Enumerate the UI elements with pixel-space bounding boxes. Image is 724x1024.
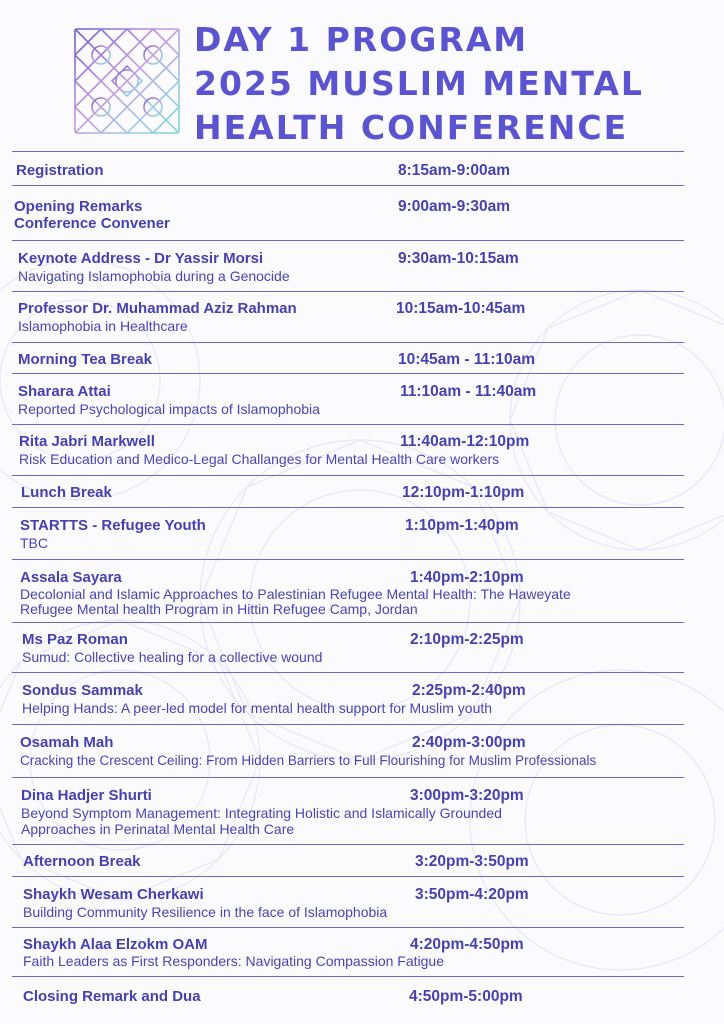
session-name: Closing Remark and Dua [23, 988, 201, 1005]
session-description-line2: Refugee Mental health Program in Hittin Refugee Camp, Jordan [20, 601, 418, 617]
session-time: 11:40am-12:10pm [400, 433, 530, 450]
session-time: 4:20pm-4:50pm [410, 936, 524, 953]
session-time: 1:40pm-2:10pm [410, 569, 524, 586]
session-description: Building Community Resilience in the face of Islamophobia [23, 904, 388, 920]
session-name: Lunch Break [21, 484, 112, 501]
session-description: Decolonial and Islamic Approaches to Palestinian Refugee Mental Health: The Haweyate [20, 586, 571, 602]
session-name: Afternoon Break [23, 853, 141, 870]
session-name: Keynote Address - Dr Yassir Morsi [18, 250, 264, 267]
schedule-list [12, 151, 684, 1013]
title-line: HEALTH CONFERENCE [194, 108, 629, 147]
schedule-row [12, 152, 684, 186]
session-name: Opening Remarks [14, 198, 143, 215]
page-title [194, 18, 644, 150]
session-time: 9:00am-9:30am [398, 198, 511, 215]
schedule-row [12, 292, 684, 343]
session-description: TBC [20, 535, 48, 551]
session-name: Osamah Mah [20, 734, 114, 751]
schedule-row [12, 778, 684, 845]
session-name: Rita Jabri Markwell [19, 433, 155, 450]
session-time: 4:50pm-5:00pm [409, 988, 523, 1005]
session-time: 9:30am-10:15am [398, 250, 519, 267]
session-description: Beyond Symptom Management: Integrating Holistic and Islamically Grounded [21, 805, 502, 821]
session-description: Risk Education and Medico-Legal Challanges for Mental Health Care workers [19, 451, 500, 467]
session-name: Shaykh Wesam Cherkawi [23, 886, 204, 903]
schedule-row [12, 877, 684, 928]
schedule-row [12, 241, 684, 292]
session-time: 10:15am-10:45am [396, 300, 526, 317]
schedule-row [12, 374, 684, 425]
session-name-line2: Conference Convener [14, 215, 170, 232]
session-time: 2:10pm-2:25pm [410, 631, 524, 648]
geometric-pattern-logo [72, 26, 182, 136]
session-name: Shaykh Alaa Elzokm OAM [23, 936, 208, 953]
schedule-row [12, 977, 684, 1013]
schedule-row [12, 725, 684, 778]
schedule-row [12, 928, 684, 977]
session-name: Sharara Attai [18, 383, 111, 400]
session-name: Registration [16, 162, 104, 179]
session-time: 12:10pm-1:10pm [402, 484, 525, 501]
session-time: 3:20pm-3:50pm [415, 853, 529, 870]
schedule-row [12, 508, 684, 560]
schedule-row [12, 425, 684, 476]
session-time: 3:00pm-3:20pm [410, 787, 524, 804]
session-time: 1:10pm-1:40pm [405, 517, 519, 534]
session-time: 2:40pm-3:00pm [412, 734, 526, 751]
session-description: Islamophobia in Healthcare [18, 318, 188, 334]
session-name: Assala Sayara [20, 569, 122, 586]
session-time: 8:15am-9:00am [398, 162, 511, 179]
schedule-row [12, 673, 684, 725]
session-time: 3:50pm-4:20pm [415, 886, 529, 903]
session-name: Morning Tea Break [18, 351, 152, 368]
session-description: Navigating Islamophobia during a Genocide [18, 268, 290, 284]
header [0, 0, 724, 150]
title-line: 2025 MUSLIM MENTAL [194, 64, 644, 103]
schedule-row [12, 845, 684, 877]
session-name: Dina Hadjer Shurti [21, 787, 152, 804]
schedule-row [12, 476, 684, 508]
session-name: Professor Dr. Muhammad Aziz Rahman [18, 300, 297, 317]
title-line: DAY 1 PROGRAM [194, 20, 529, 59]
session-description: Helping Hands: A peer-led model for mental health support for Muslim youth [22, 700, 493, 716]
session-description: Cracking the Crescent Ceiling: From Hidden Barriers to Full Flourishing for Muslim Professionals [20, 753, 597, 768]
session-description: Reported Psychological impacts of Islamophobia [18, 401, 320, 417]
session-description: Faith Leaders as First Responders: Navigating Compassion Fatigue [23, 953, 444, 969]
session-description-line2: Approaches in Perinatal Mental Health Care [21, 821, 295, 837]
session-name: Sondus Sammak [22, 682, 143, 699]
session-time: 10:45am - 11:10am [398, 351, 536, 368]
session-description: Sumud: Collective healing for a collective wound [22, 649, 323, 665]
schedule-row [12, 343, 684, 374]
schedule-row [12, 186, 684, 241]
session-name: Ms Paz Roman [22, 631, 128, 648]
session-name: STARTTS - Refugee Youth [20, 517, 206, 534]
session-time: 11:10am - 11:40am [400, 383, 537, 400]
schedule-row [12, 560, 684, 623]
schedule-row [12, 623, 684, 673]
session-time: 2:25pm-2:40pm [412, 682, 526, 699]
